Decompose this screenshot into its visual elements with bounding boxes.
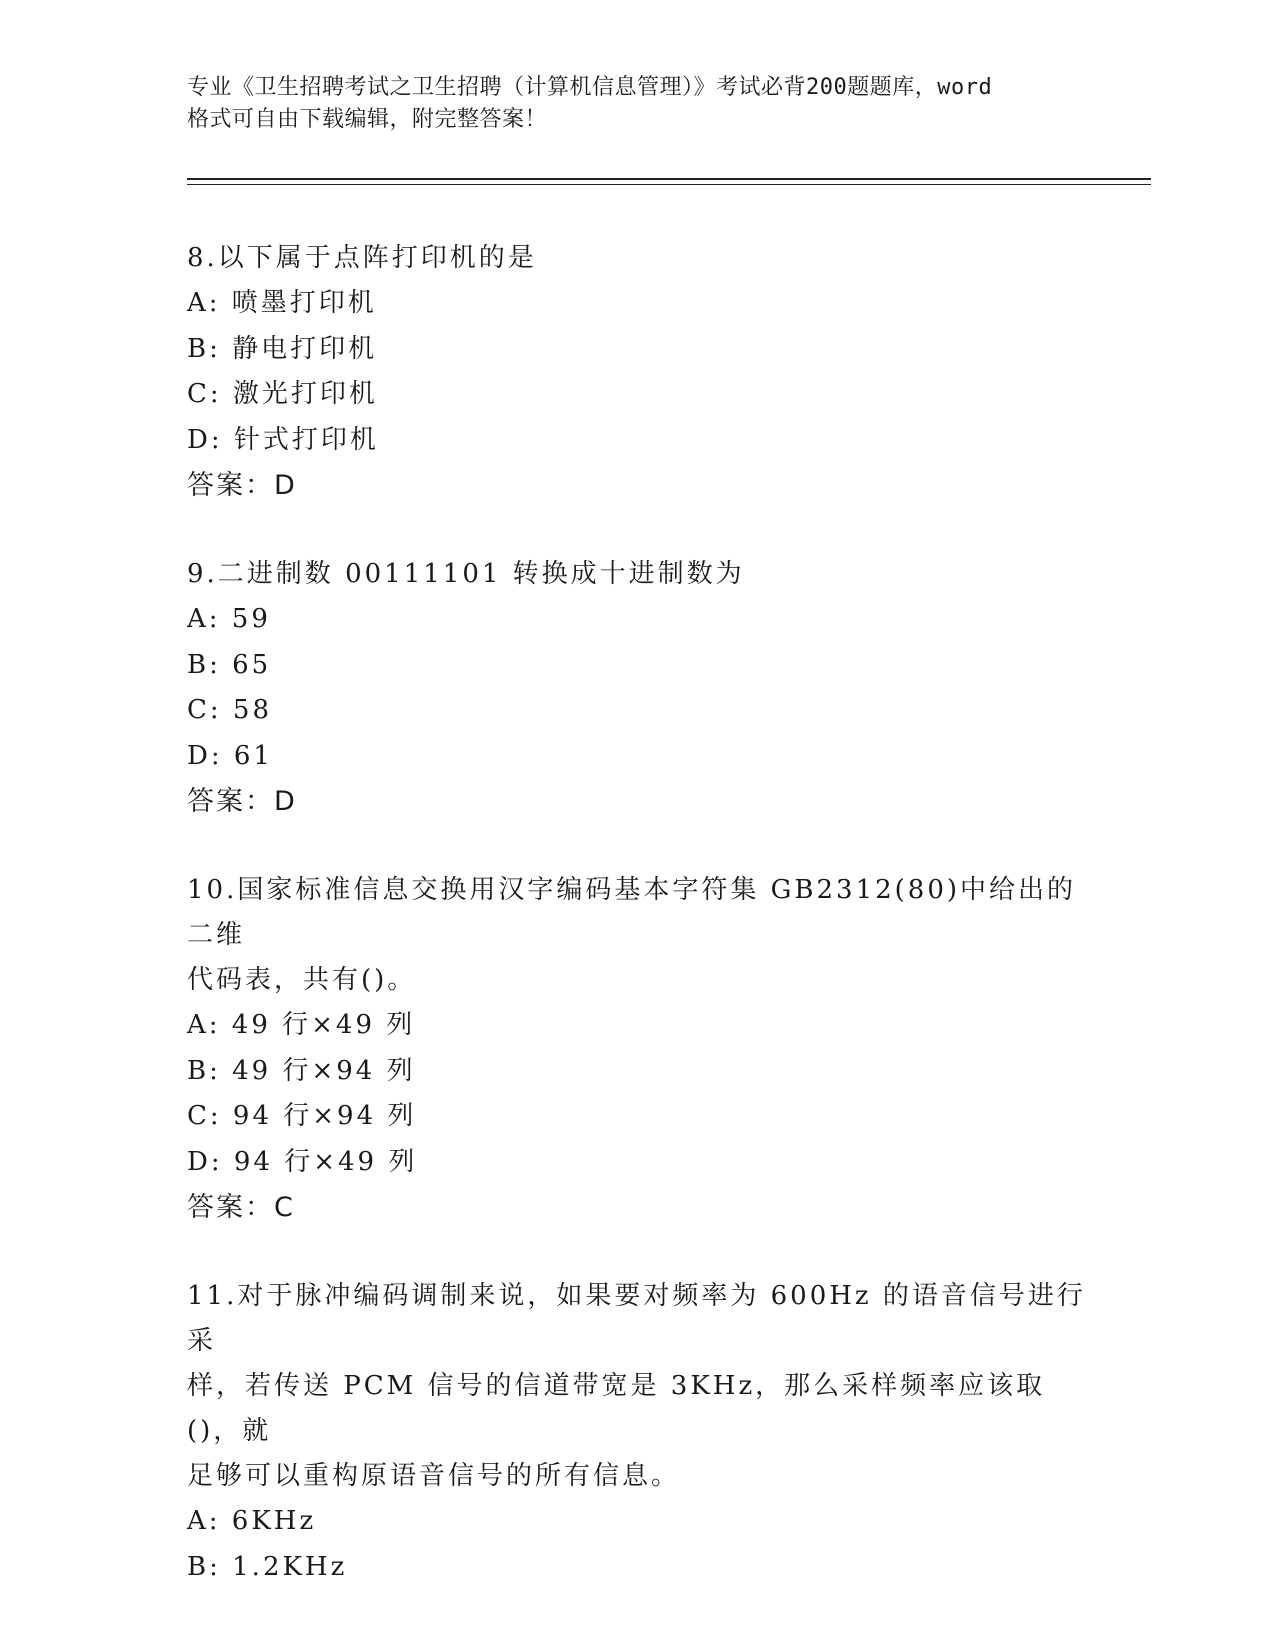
option-a: A: 6KHz	[187, 1506, 317, 1536]
option-a: A: 喷墨打印机	[187, 288, 377, 318]
option-a: A: 49 行×49 列	[187, 1010, 416, 1040]
option-b: B: 65	[187, 649, 272, 680]
answer: 答案：D	[187, 786, 297, 817]
header-divider-top	[187, 178, 1151, 180]
option-d: D: 61	[187, 740, 273, 771]
question-stem-line: 足够可以重构原语音信号的所有信息。	[187, 1461, 681, 1491]
option-c: C: 94 行×94 列	[187, 1101, 417, 1131]
question-10	[187, 868, 1087, 1230]
question-11	[187, 1274, 1087, 1590]
question-list	[187, 236, 1087, 1634]
question-stem-line: 11.对于脉冲编码调制来说，如果要对频率为 600Hz 的语音信号进行采	[187, 1281, 1086, 1356]
option-d: D: 94 行×49 列	[187, 1146, 418, 1177]
question-stem-line: 10.国家标准信息交换用汉字编码基本字符集 GB2312(80)中给出的二维	[187, 875, 1077, 950]
document-header	[187, 72, 1107, 136]
option-d: D: 针式打印机	[187, 424, 379, 455]
question-stem: 8.以下属于点阵打印机的是	[187, 243, 537, 273]
answer: 答案：C	[187, 1192, 295, 1223]
option-b: B: 49 行×94 列	[187, 1055, 416, 1086]
option-b: B: 静电打印机	[187, 333, 378, 364]
header-line-2: 格式可自由下载编辑，附完整答案！	[187, 107, 548, 132]
option-a: A: 59	[187, 604, 271, 634]
option-b: B: 1.2KHz	[187, 1551, 348, 1582]
header-line-1: 专业《卫生招聘考试之卫生招聘（计算机信息管理）》考试必背200题题库，word	[187, 75, 993, 100]
header-divider-bottom	[187, 184, 1151, 185]
option-c: C: 激光打印机	[187, 379, 378, 409]
question-8	[187, 236, 1087, 508]
question-stem: 9.二进制数 00111101 转换成十进制数为	[187, 559, 745, 589]
option-c: C: 58	[187, 695, 273, 725]
question-stem-line: 样，若传送 PCM 信号的信道带宽是 3KHz，那么采样频率应该取()，就	[187, 1371, 1046, 1446]
answer: 答案：D	[187, 470, 297, 501]
question-stem-line: 代码表，共有()。	[187, 965, 417, 995]
question-9	[187, 552, 1087, 824]
